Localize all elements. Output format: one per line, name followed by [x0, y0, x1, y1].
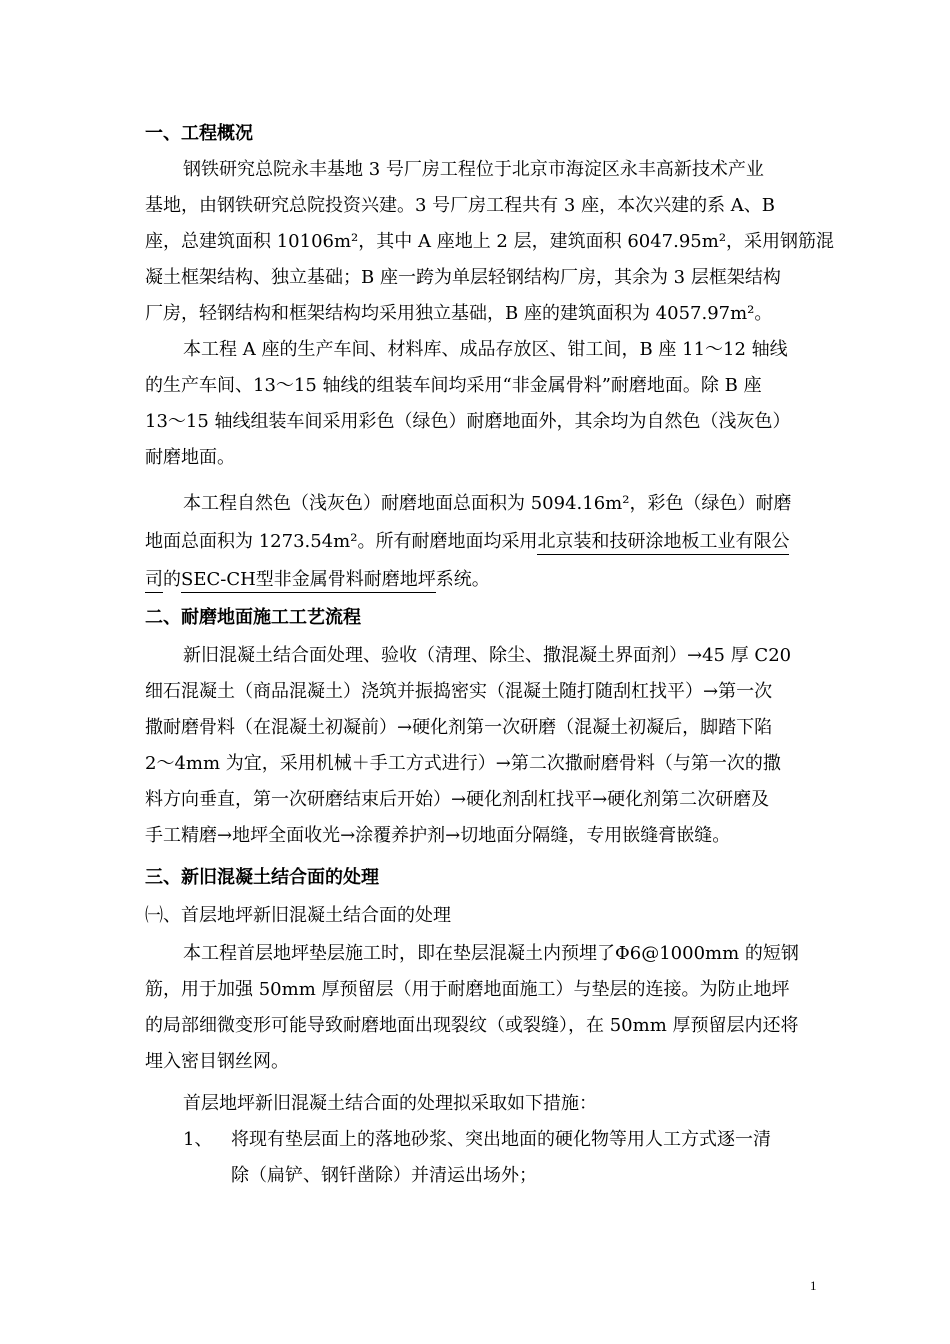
paragraph-line: 新旧混凝土结合面处理、验收（清理、除尘、撒混凝土界面剂）→45 厚 C20 [183, 645, 792, 666]
text-run: 系统。 [435, 569, 490, 590]
paragraph-line: 本工程首层地坪垫层施工时，即在垫层混凝土内预埋了Φ6@1000mm 的短钢 [183, 943, 799, 964]
paragraph-line: 手工精磨→地坪全面收光→涂覆养护剂→切地面分隔缝，专用嵌缝膏嵌缝。 [145, 825, 731, 846]
text-run: 的 [163, 569, 181, 590]
paragraph-line: 厂房，轻钢结构和框架结构均采用独立基础，B 座的建筑面积为 4057.97m²。 [145, 303, 773, 324]
paragraph-line: 凝土框架结构、独立基础；B 座一跨为单层轻钢结构厂房，其余为 3 层框架结构 [145, 267, 781, 288]
underlined-product-name: SEC-CH型非金属骨料耐磨地坪 [181, 569, 436, 593]
paragraph-line: 撒耐磨骨料（在混凝土初凝前）→硬化剂第一次研磨（混凝土初凝后，脚踏下陷 [145, 717, 773, 738]
section-heading-2: 二、耐磨地面施工工艺流程 [145, 607, 361, 628]
paragraph-line: 座，总建筑面积 10106m²，其中 A 座地上 2 层，建筑面积 6047.95m²，采用钢筋混 [145, 231, 835, 252]
paragraph-line: 2～4mm 为宜，采用机械＋手工方式进行）→第二次撒耐磨骨料（与第一次的撒 [145, 753, 781, 774]
paragraph-line: 埋入密目钢丝网。 [145, 1051, 289, 1072]
underlined-company-name: 北京装和技研涂地板工业有限公 [537, 531, 789, 555]
list-item-number: 1、 [183, 1129, 213, 1150]
list-item-text: 除（扁铲、钢钎凿除）并清运出场外； [231, 1165, 537, 1186]
paragraph-line: 基地，由钢铁研究总院投资兴建。3 号厂房工程共有 3 座，本次兴建的系 A、B [145, 195, 776, 216]
paragraph-line: 的局部细微变形可能导致耐磨地面出现裂纹（或裂缝），在 50mm 厚预留层内还将 [145, 1015, 799, 1036]
text-run: 地面总面积为 1273.54m²。所有耐磨地面均采用 [145, 531, 538, 552]
section-heading-1: 一、工程概况 [145, 123, 253, 144]
paragraph-line: 本工程 A 座的生产车间、材料库、成品存放区、钳工间，B 座 11～12 轴线 [183, 339, 788, 360]
paragraph-line: 筋，用于加强 50mm 厚预留层（用于耐磨地面施工）与垫层的连接。为防止地坪 [145, 979, 790, 1000]
paragraph-line: 本工程自然色（浅灰色）耐磨地面总面积为 5094.16m²，彩色（绿色）耐磨 [183, 493, 792, 514]
paragraph-line: 料方向垂直，第一次研磨结束后开始）→硬化剂刮杠找平→硬化剂第二次研磨及 [145, 789, 770, 810]
subsection-heading: ㈠、首层地坪新旧混凝土结合面的处理 [145, 905, 451, 926]
page-number: 1 [810, 1278, 817, 1293]
paragraph-line: 首层地坪新旧混凝土结合面的处理拟采取如下措施： [183, 1093, 597, 1114]
paragraph-line [145, 530, 789, 554]
paragraph-line: 的生产车间、13～15 轴线的组装车间均采用“非金属骨料”耐磨地面。除 B 座 [145, 375, 762, 396]
underlined-company-name-end: 司 [145, 569, 163, 593]
section-heading-3: 三、新旧混凝土结合面的处理 [145, 867, 379, 888]
paragraph-line: 耐磨地面。 [145, 447, 235, 468]
paragraph-line [145, 568, 490, 592]
paragraph-line: 钢铁研究总院永丰基地 3 号厂房工程位于北京市海淀区永丰高新技术产业 [183, 159, 764, 180]
paragraph-line: 13～15 轴线组装车间采用彩色（绿色）耐磨地面外，其余均为自然色（浅灰色） [145, 411, 791, 432]
paragraph-line: 细石混凝土（商品混凝土）浇筑并振捣密实（混凝土随打随刮杠找平）→第一次 [145, 681, 773, 702]
list-item-text: 将现有垫层面上的落地砂浆、突出地面的硬化物等用人工方式逐一清 [231, 1129, 771, 1150]
